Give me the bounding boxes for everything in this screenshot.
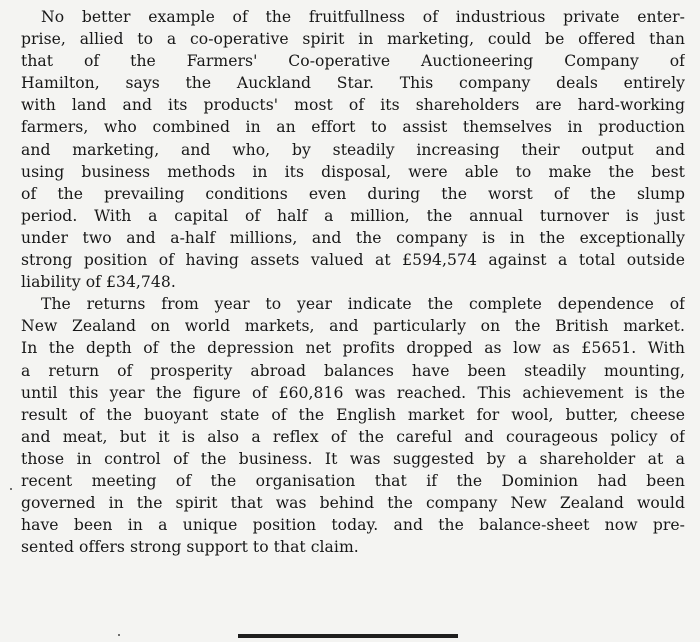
paragraph-line: and meat, but it is also a reflex of the careful and courageous policy of (21, 427, 685, 446)
print-speck (10, 488, 12, 490)
paragraph-line: Hamilton, says the Auckland Star. This company deals entirely (21, 74, 685, 93)
paragraph-line: New Zealand on world markets, and particularly on the British market. (21, 317, 685, 336)
paragraph-line: and marketing, and who, by steadily increasing their output and (21, 140, 685, 159)
paragraph-line: a return of prosperity abroad balances have been steadily mounting, (21, 361, 685, 380)
paragraph-line: period. With a capital of half a million, the annual turnover is just (21, 206, 685, 225)
paragraph-line: those in control of the business. It was suggested by a shareholder at a (21, 449, 685, 468)
paragraph-line: using business methods in its disposal, were able to make the best (21, 162, 685, 181)
paragraph-line: recent meeting of the organisation that if the Dominion had been (21, 471, 685, 490)
closing-rule (238, 634, 458, 638)
paragraph-line: strong position of having assets valued at £594,574 against a total outside (21, 251, 685, 270)
paragraph-line: sented offers strong support to that claim. (21, 538, 359, 557)
paragraph-line: The returns from year to year indicate the complete dependence of (41, 295, 685, 314)
paragraph-line: that of the Farmers' Co-operative Auctioneering Company of (21, 52, 685, 71)
article-column (21, 6, 685, 558)
paragraph-line: under two and a-half millions, and the company is in the exceptionally (21, 228, 685, 247)
paragraph-line: until this year the figure of £60,816 was reached. This achievement is the (21, 383, 685, 402)
paragraph-line: No better example of the fruitfullness of industrious private enter- (41, 8, 685, 26)
article-paragraph-1 (21, 6, 685, 293)
paragraph-line: prise, allied to a co-operative spirit in marketing, could be offered than (21, 30, 685, 49)
paragraph-line: of the prevailing conditions even during the worst of the slump (21, 184, 685, 203)
article-paragraph-2 (21, 293, 685, 558)
paragraph-line: farmers, who combined in an effort to assist themselves in production (21, 118, 685, 137)
paragraph-line: with land and its products' most of its shareholders are hard-working (21, 96, 685, 115)
paragraph-line: result of the buoyant state of the English market for wool, butter, cheese (21, 405, 685, 424)
print-speck (118, 634, 120, 636)
paragraph-line: have been in a unique position today. and the balance-sheet now pre- (21, 516, 685, 535)
paragraph-line: In the depth of the depression net profits dropped as low as £5651. With (21, 339, 685, 358)
paragraph-line: liability of £34,748. (21, 273, 176, 292)
paragraph-line: governed in the spirit that was behind the company New Zealand would (21, 494, 685, 513)
